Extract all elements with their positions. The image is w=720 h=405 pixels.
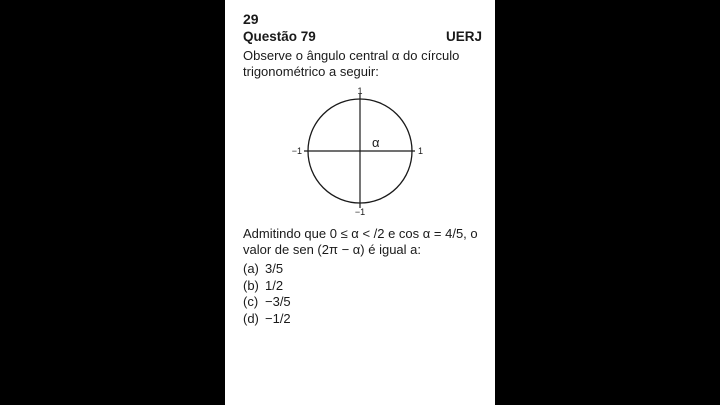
option-text: −1/2 xyxy=(265,310,291,326)
angle-label: α xyxy=(372,135,380,150)
option-text: 3/5 xyxy=(265,261,284,276)
option-letter: (c) xyxy=(243,294,259,309)
option-text: 1/2 xyxy=(265,277,284,293)
trigonometric-circle-figure xyxy=(287,84,427,220)
answer-options xyxy=(243,261,291,327)
question-title: Questão 79 xyxy=(243,29,316,44)
option-c xyxy=(243,294,291,311)
label-bottom: −1 xyxy=(354,207,366,217)
question-intro: Observe o ângulo central α do círculo trigonométrico a seguir: xyxy=(243,48,460,79)
option-letter: (d) xyxy=(243,310,259,326)
label-top: 1 xyxy=(357,86,363,96)
question-source: UERJ xyxy=(445,29,482,44)
option-letter: (b) xyxy=(243,277,259,293)
exam-page xyxy=(225,0,495,405)
option-b xyxy=(243,278,291,295)
label-right: 1 xyxy=(418,146,424,156)
label-left: −1 xyxy=(291,146,302,156)
option-text: −3/5 xyxy=(265,294,291,309)
page-number: 29 xyxy=(243,11,259,27)
option-letter: (a) xyxy=(243,261,259,276)
option-d xyxy=(243,311,291,328)
question-statement: Admitindo que 0 ≤ α < /2 e cos α = 4/5, o valor de sen (2π − α) é igual a: xyxy=(243,226,478,257)
option-a xyxy=(243,261,291,278)
